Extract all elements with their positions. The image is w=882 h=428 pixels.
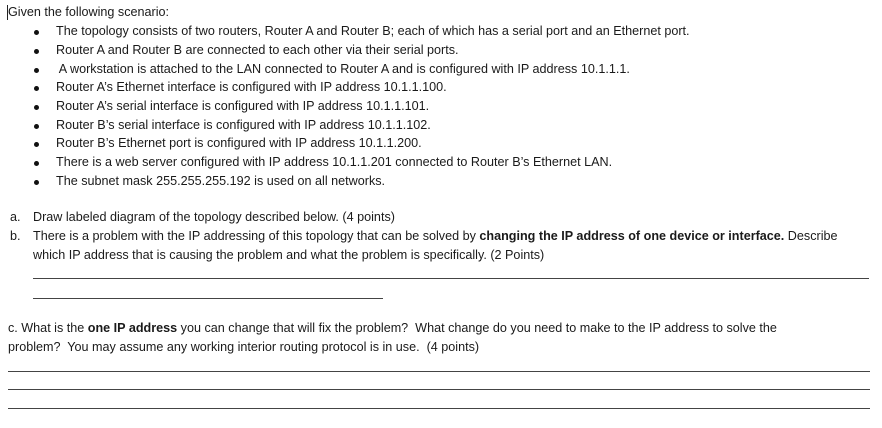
intro-line: Given the following scenario: xyxy=(8,5,170,19)
question-c-line-1 xyxy=(8,321,777,335)
bullet-item: The topology consists of two routers, Router A and Router B; each of which has a serial port and an Ethernet port. xyxy=(56,24,690,38)
question-b-text-end: Describe xyxy=(784,229,838,243)
question-b-line-1 xyxy=(33,229,838,243)
question-c-emphasis: one IP address xyxy=(87,321,178,335)
bullet-icon xyxy=(34,86,39,91)
bullet-item: A workstation is attached to the LAN connected to Router A and is configured with IP address 10.1.1.1. xyxy=(56,62,630,76)
bullet-icon xyxy=(34,124,39,129)
bullet-item: Router A’s Ethernet interface is configured with IP address 10.1.1.100. xyxy=(56,80,447,94)
bullet-icon xyxy=(34,180,39,185)
question-b-marker: b. xyxy=(10,229,21,243)
bullet-icon xyxy=(34,30,39,35)
bullet-item: There is a web server configured with IP address 10.1.1.201 connected to Router B’s Ethernet LAN. xyxy=(56,155,613,169)
question-a-marker: a. xyxy=(10,210,21,224)
bullet-icon xyxy=(34,68,39,73)
bullet-icon xyxy=(34,49,39,54)
question-b-line-2: which IP address that is causing the problem and what the problem is specifically. (2 Points) xyxy=(33,248,545,262)
answer-line[interactable] xyxy=(8,408,870,409)
bullet-item: Router A’s serial interface is configured with IP address 10.1.1.101. xyxy=(56,99,430,113)
bullet-icon xyxy=(34,161,39,166)
answer-line[interactable] xyxy=(33,298,383,299)
question-a-text: Draw labeled diagram of the topology described below. (4 points) xyxy=(33,210,395,224)
bullet-item: The subnet mask 255.255.255.192 is used on all networks. xyxy=(56,174,386,188)
bullet-icon xyxy=(34,105,39,110)
answer-line[interactable] xyxy=(8,371,870,372)
question-b-text: There is a problem with the IP addressing of this topology that can be solved by xyxy=(33,229,480,243)
question-b-emphasis: changing the IP address of one device or interface. xyxy=(479,229,785,243)
bullet-item: Router B’s serial interface is configured with IP address 10.1.1.102. xyxy=(56,118,431,132)
answer-line[interactable] xyxy=(33,278,869,279)
bullet-item: Router A and Router B are connected to each other via their serial ports. xyxy=(56,43,459,57)
question-c-text-end: you can change that will fix the problem? What change do you need to make to the IP address to solve the xyxy=(177,321,777,335)
bullet-icon xyxy=(34,142,39,147)
question-c-text: c. What is the xyxy=(8,321,88,335)
answer-line[interactable] xyxy=(8,389,870,390)
question-c-line-2: problem? You may assume any working interior routing protocol is in use. (4 points) xyxy=(8,340,480,354)
bullet-item: Router B’s Ethernet port is configured with IP address 10.1.1.200. xyxy=(56,136,422,150)
